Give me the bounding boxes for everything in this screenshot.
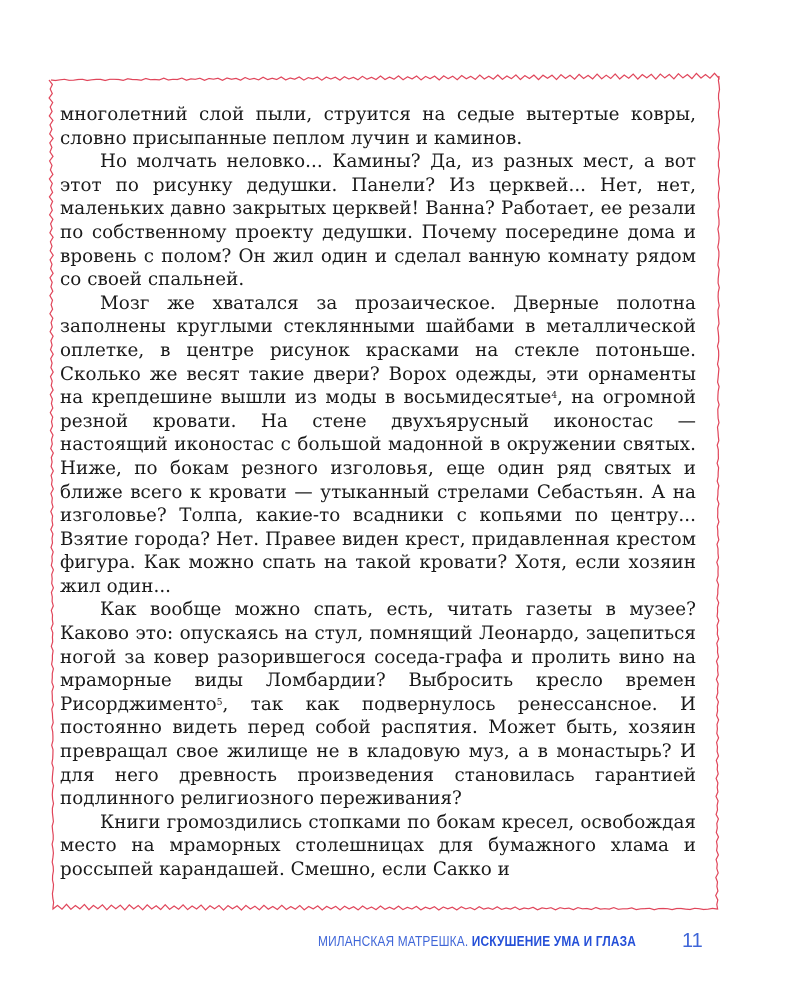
- paragraph-1: многолетний слой пыли, струится на седые вытертые ковры, словно присыпанные пеплом лучин и каминов.: [60, 104, 696, 149]
- paragraph-4-part-1: Как вообще можно спать, есть, читать газеты в музее? Каково это: опускаясь на стул, помнящий Леонардо, зацепиться ногой за ковер разорившегося соседа-графа и пролить вино на мраморные виды Ломбардии? Выбросить кресло времен Рисорджименто: [60, 599, 696, 715]
- book-title: ИСКУШЕНИЕ УМА И ГЛАЗА: [471, 934, 637, 950]
- paragraph-4-part-2: , так как подвернулось ренессансное. И постоянно видеть перед собой распятия. Может быть, хозяин превращал свое жилище не в кладовую муз, а в монастырь? И для него древность произведения становилась гарантией подлинного религиозного переживания?: [60, 693, 696, 810]
- series-title: МИЛАНСКАЯ МАТРЕШКА.: [318, 934, 469, 950]
- book-page-text: [60, 103, 696, 882]
- paragraph-3: [60, 292, 696, 599]
- paragraph-4: [60, 598, 696, 810]
- paragraph-3-part-2: , на огромной резной кровати. На стене двухъярусный иконостас — настоящий иконостас с большой мадонной в окружении святых. Ниже, по бокам резного изголовья, еще один ряд святых и ближе всего к кровати — утыканный стрелами Себастьян. А на изголовье? Толпа, какие-то всадники с копьями по центру... Взятие города? Нет. Правее виден крест, придавленная крестом фигура. Как можно спать на такой кровати? Хотя, если хозяин жил один...: [60, 387, 696, 597]
- footnote-marker-4[interactable]: 4: [551, 391, 558, 402]
- page-footer: [0, 930, 800, 960]
- footnote-marker-5[interactable]: 5: [216, 697, 223, 708]
- paragraph-2: Но молчать неловко... Камины? Да, из разных мест, а вот этот по рисунку дедушки. Панели? Из церквей... Нет, нет, маленьких давно закрытых церквей! Ванна? Работает, ее резали по собственному проекту дедушки. Почему посередине дома и вровень с полом? Он жил один и сделал ванную комнату рядом со своей спальней.: [60, 151, 696, 291]
- paragraph-5: Книги громоздились стопками по бокам кресел, освобождая место на мраморных столешницах для бумажного хлама и россыпей карандашей. Смешно, если Сакко и: [60, 811, 696, 880]
- running-title: [318, 934, 636, 950]
- page-number: 11: [682, 930, 703, 952]
- paragraph-3-part-1: Мозг же хватался за прозаическое. Дверные полотна заполнены круглыми стеклянными шайбами в металлической оплетке, в центре рисунок красками на стекле потоньше. Сколько же весят такие двери? Ворох одежды, эти орнаменты на крепдешине вышли из моды в восьмидесятые: [60, 292, 696, 409]
